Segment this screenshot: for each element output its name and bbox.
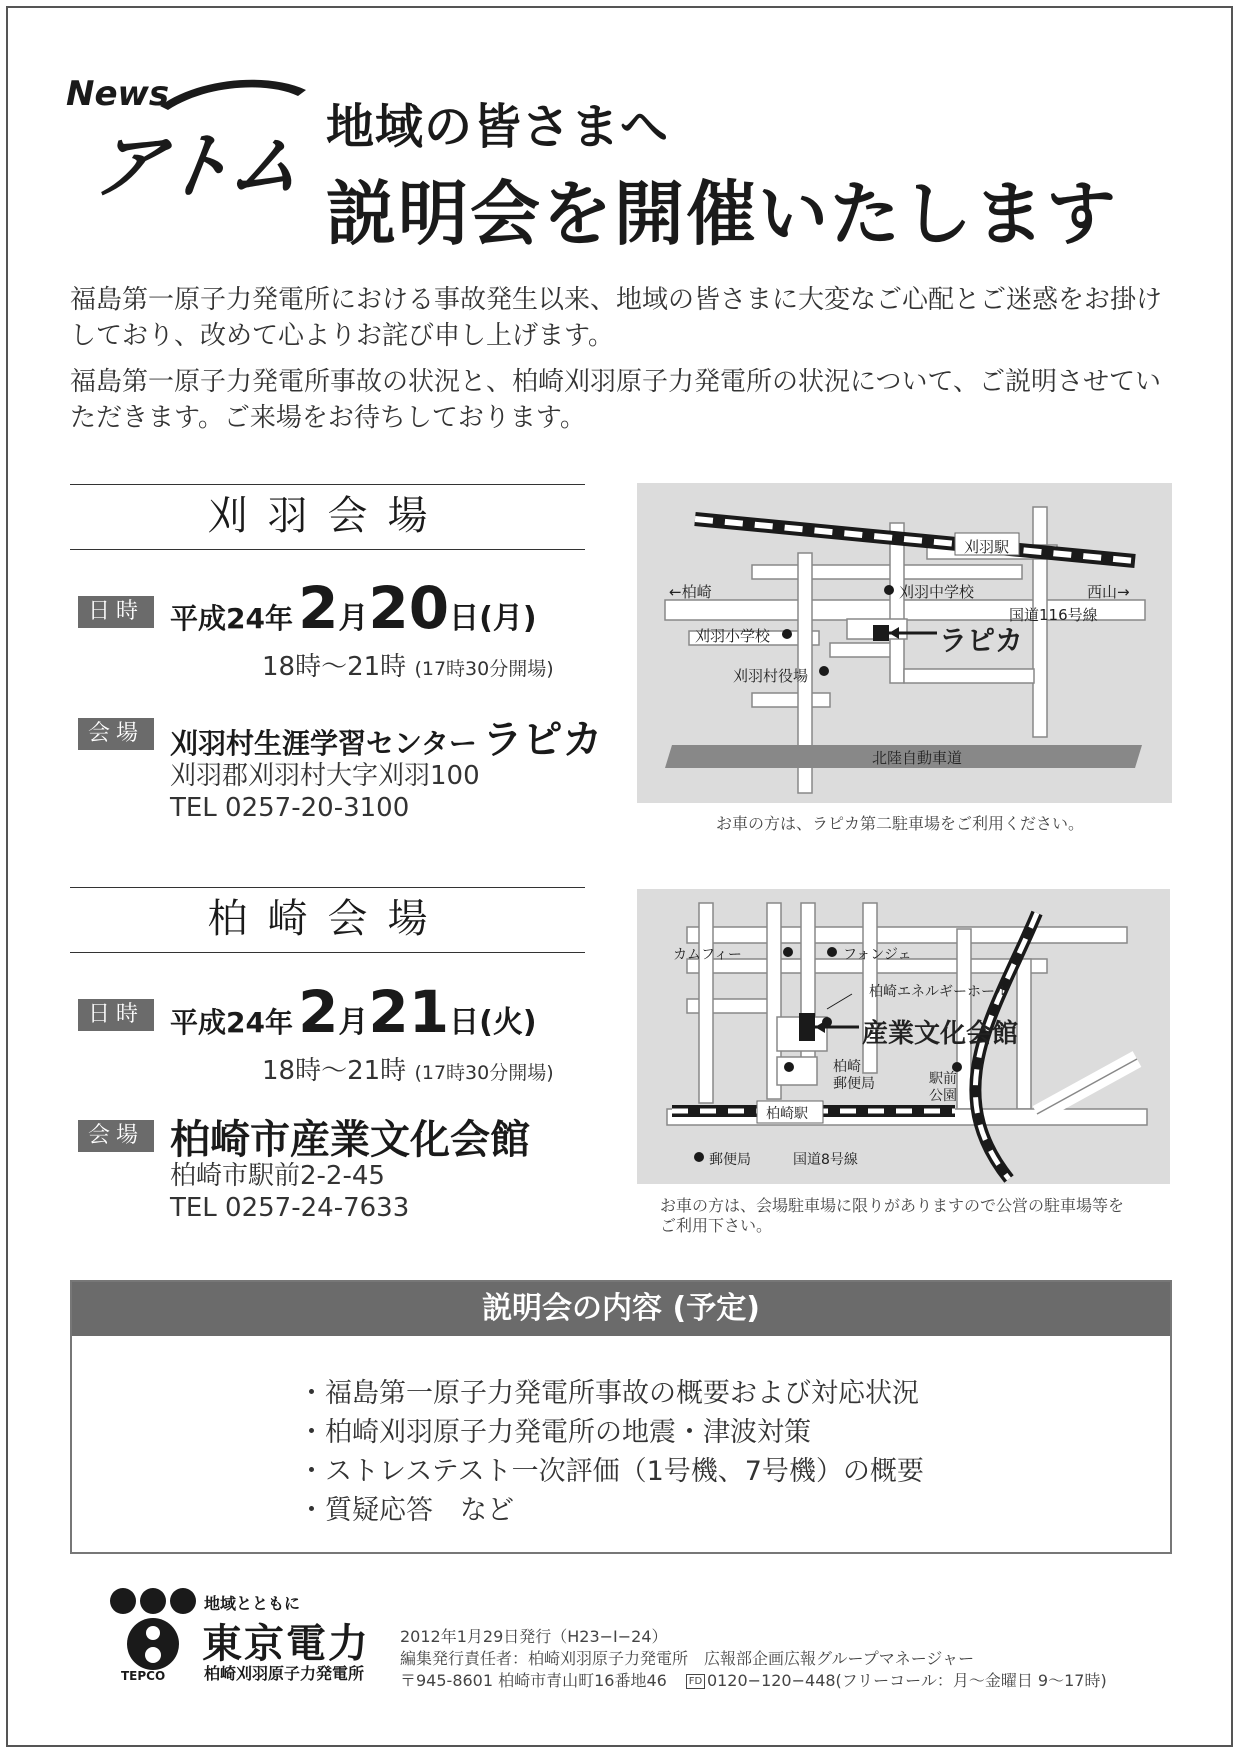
freecall-icon: FD xyxy=(686,1674,705,1689)
venue1-day: 20 xyxy=(368,574,450,642)
map1-note: お車の方は、ラピカ第二駐車場をご利用ください。 xyxy=(716,814,1085,833)
map1-middle-school: 刈羽中学校 xyxy=(899,583,975,601)
venue2-place-tag: 会場 xyxy=(78,1120,154,1152)
agenda-item: ・ストレステスト一次評価（1号機、7号機）の概要 xyxy=(298,1456,924,1487)
intro-paragraph-2: 福島第一原子力発電所事故の状況と、柏崎刈羽原子力発電所の状況について、ご説明させていただきます。ご来場をお待ちしております。 xyxy=(70,367,1161,433)
venue2-day-unit: 日(火) xyxy=(449,1005,537,1040)
agenda-item: ・質疑応答 など xyxy=(298,1495,514,1526)
venue1-day-unit: 日(月) xyxy=(449,601,537,636)
venue2-address: 柏崎市駅前2-2-45 xyxy=(170,1161,385,1191)
venue2-tel: TEL 0257-24-7633 xyxy=(170,1193,410,1223)
map2-note-line2: ご利用下さい。 xyxy=(660,1216,773,1235)
map1-target: ラピカ xyxy=(939,624,1024,657)
map1-route: 国道116号線 xyxy=(1009,606,1098,624)
venue1-era: 平成24年 xyxy=(170,602,293,635)
venue2-heading: 柏崎会場 xyxy=(70,887,585,953)
venue1-month-unit: 月 xyxy=(338,601,369,636)
footer-tagline: 地域とともに xyxy=(204,1594,301,1613)
agenda-list xyxy=(298,1374,924,1530)
headline-main: 説明会を開催いたします xyxy=(326,173,1118,255)
news-atom-logo xyxy=(66,74,306,208)
map2-post-office-b: 郵便局 xyxy=(833,1076,875,1092)
venue2-place-name: 柏崎市産業文化会館 xyxy=(170,1117,530,1163)
map2-energy-hall: 柏崎エネルギーホール xyxy=(869,984,1009,1000)
map2-station: 柏崎駅 xyxy=(766,1106,808,1122)
footer-station: 柏崎刈羽原子力発電所 xyxy=(204,1664,365,1683)
map2-target: 産業文化会館 xyxy=(862,1019,1019,1049)
map1-station: 刈羽駅 xyxy=(964,538,1010,556)
agenda-item: ・柏崎刈羽原子力発電所の地震・津波対策 xyxy=(298,1417,811,1448)
venue1-place-tag: 会場 xyxy=(78,718,154,750)
map2-park-a: 駅前 xyxy=(929,1071,957,1087)
footer-address: 〒945-8601 柏崎市青山町16番地46 xyxy=(400,1671,667,1690)
map2-fonjie: フォンジェ xyxy=(843,947,912,963)
map1-village-office: 刈羽村役場 xyxy=(733,667,809,685)
venue1-tel: TEL 0257-20-3100 xyxy=(170,793,410,823)
map1-expressway: 北陸自動車道 xyxy=(872,749,963,767)
agenda-item: ・福島第一原子力発電所事故の概要および対応状況 xyxy=(298,1378,919,1409)
venue2-date xyxy=(170,978,537,1046)
venue2-time xyxy=(262,1050,554,1087)
footer-company: 東京電力 xyxy=(202,1621,370,1667)
logo-swoosh-icon xyxy=(158,76,308,112)
logo-news-text: News xyxy=(66,74,170,114)
footer-brand: TEPCO xyxy=(121,1669,166,1683)
venue1-time-note: (17時30分開場) xyxy=(414,658,554,680)
map2-note-line1: お車の方は、会場駐車場に限りがありますので公営の駐車場等を xyxy=(660,1196,1125,1215)
map1-elementary: 刈羽小学校 xyxy=(695,627,771,645)
logo-atom-text: アトム xyxy=(87,124,304,208)
map-kariwa xyxy=(637,483,1172,803)
map2-park xyxy=(929,1071,957,1105)
agenda-title: 説明会の内容 (予定) xyxy=(72,1282,1170,1336)
venue1-time xyxy=(262,646,554,683)
map2-post-office xyxy=(833,1059,875,1093)
map2-note xyxy=(660,1196,1124,1236)
map2-camfee: カムフィー xyxy=(673,947,742,963)
map2-route: 国道8号線 xyxy=(793,1152,858,1168)
footer-contact xyxy=(400,1668,1107,1691)
venue1-date xyxy=(170,574,537,642)
venue1-place-name: ラピカ xyxy=(482,717,603,763)
map2-post: 郵便局 xyxy=(709,1152,751,1168)
venue1-date-tag: 日時 xyxy=(78,596,154,628)
venue1-month: 2 xyxy=(298,574,339,642)
venue2-era: 平成24年 xyxy=(170,1006,293,1039)
venue2-day: 21 xyxy=(368,978,450,1046)
map1-west: ←柏崎 xyxy=(669,583,712,601)
venue1-place-prefix: 刈羽村生涯学習センター xyxy=(170,727,477,760)
venue1-place xyxy=(170,708,602,765)
venue1-address: 刈羽郡刈羽村大字刈羽100 xyxy=(170,761,480,791)
map1-east: 西山→ xyxy=(1087,583,1130,601)
venue2-month-unit: 月 xyxy=(338,1005,369,1040)
venue2-time-note: (17時30分開場) xyxy=(414,1062,554,1084)
headline-sub: 地域の皆さまへ xyxy=(326,99,670,155)
footer-phone: 0120−120−448(フリーコール：月〜金曜日 9〜17時) xyxy=(706,1671,1107,1690)
venue2-time-range: 18時～21時 xyxy=(262,1056,407,1086)
venue2-month: 2 xyxy=(298,978,339,1046)
map2-post-office-a: 柏崎 xyxy=(833,1059,861,1075)
map-kashiwazaki xyxy=(637,889,1170,1184)
venue1-heading: 刈羽会場 xyxy=(70,484,585,550)
agenda-box xyxy=(70,1280,1172,1554)
intro-paragraph-1: 福島第一原子力発電所における事故発生以来、地域の皆さまに大変なご心配とご迷惑をお掛けしており、改めて心よりお詫び申し上げます。 xyxy=(70,285,1163,351)
venue1-time-range: 18時～21時 xyxy=(262,652,407,682)
map2-park-b: 公園 xyxy=(929,1088,957,1104)
footer-editor: 編集発行責任者：柏崎刈羽原子力発電所 広報部企画広報グループマネージャー xyxy=(400,1649,975,1668)
venue2-date-tag: 日時 xyxy=(78,999,154,1031)
footer-issued: 2012年1月29日発行（H23−Ⅰ−24） xyxy=(400,1627,668,1646)
